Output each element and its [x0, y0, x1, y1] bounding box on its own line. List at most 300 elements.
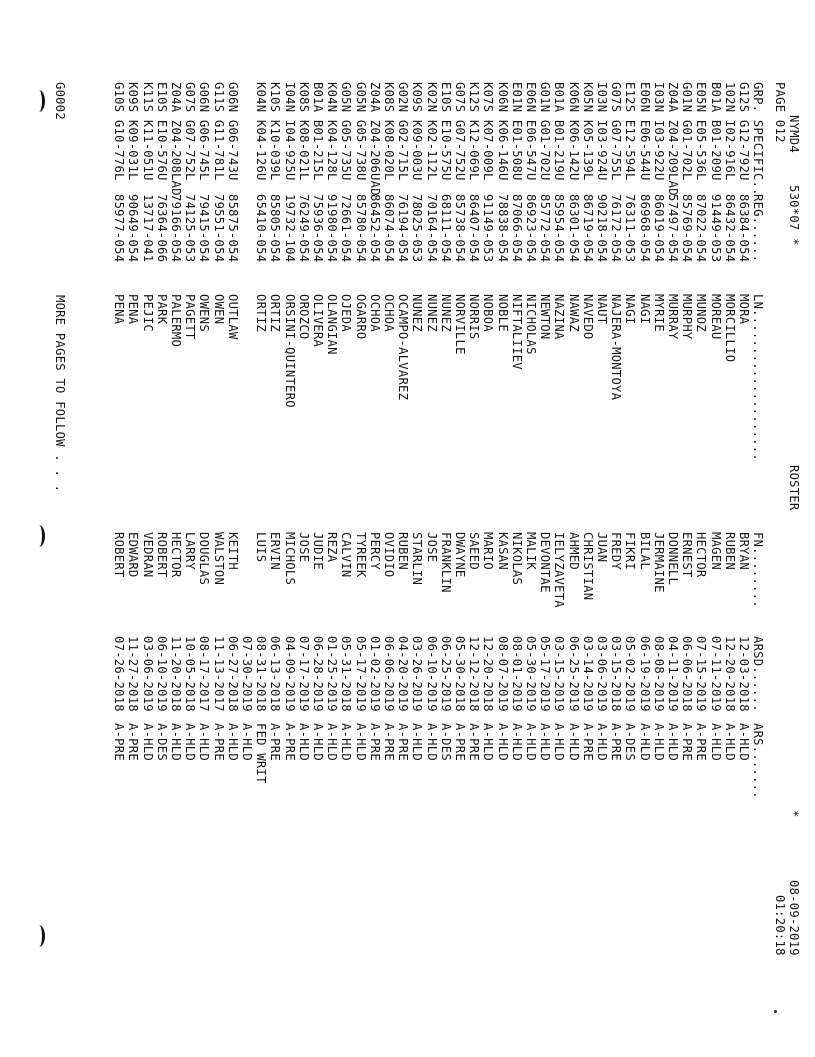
- roster-row: [410, 82, 424, 982]
- cell-ln: OCHOA: [367, 294, 382, 332]
- cell-grp: G07S G07-755L: [609, 82, 624, 181]
- cell-ln: MURPHY: [680, 294, 695, 340]
- cell-fn: IELYZAVETA: [552, 532, 567, 608]
- cell-fn: FRANKLIN: [438, 532, 453, 593]
- cell-fn: KEITH: [225, 532, 240, 570]
- roster-row: [339, 82, 353, 982]
- cell-fn: LUIS: [254, 532, 269, 563]
- cell-reg: 65410-054: [254, 194, 269, 263]
- roster-row: [382, 82, 396, 982]
- roster-row: [595, 82, 609, 982]
- col-arsd: ARSD......: [751, 636, 765, 712]
- cell-ln: NAUT: [595, 294, 609, 325]
- cell-arsd: 04-20-2019: [396, 636, 411, 712]
- cell-ars: A-HLD: [666, 723, 680, 761]
- cell-fn: TYREEK: [353, 532, 368, 578]
- cell-arsd: 06-19-2019: [637, 636, 652, 712]
- cell-arsd: 05-30-2018: [453, 636, 467, 712]
- cell-grp: E12S E12-594L: [623, 82, 638, 181]
- cell-grp: K08S K08-021L: [296, 82, 311, 181]
- cell-grp: 102N I02-916L: [722, 82, 737, 181]
- cell-reg: 86968-054: [637, 194, 652, 263]
- cell-grp: G05N G05-735U: [339, 82, 354, 181]
- cell-ars: A-PRE: [112, 723, 127, 761]
- cell-grp: K07S K07-009L: [481, 82, 496, 181]
- cell-ln: OJEDA: [339, 294, 354, 332]
- cell-grp: G12S G12-792U: [737, 82, 751, 181]
- cell-fn: MICHOLS: [282, 532, 297, 586]
- cell-ln: PARK: [154, 294, 169, 325]
- cell-arsd: 07-15-2019: [694, 636, 709, 712]
- cell-fn: BRYAN: [737, 532, 751, 570]
- cell-ars: A-HLD: [240, 723, 254, 761]
- cell-ars: A-PRE: [367, 723, 382, 761]
- cell-grp: Z04A Z04-206UAD: [367, 82, 382, 196]
- cell-ars: A-HLD: [183, 723, 198, 761]
- report-date: 08-09-2019: [787, 880, 801, 956]
- cell-grp: K12S K12-069L: [467, 82, 482, 181]
- cell-ars: A-HLD: [410, 723, 425, 761]
- cell-grp: K10S K10-039L: [268, 82, 283, 181]
- cell-reg: 90649-054: [126, 194, 141, 263]
- cell-arsd: 12-03-2018: [737, 636, 751, 712]
- roster-row: [325, 82, 339, 982]
- cell-reg: 76311-053: [623, 194, 638, 263]
- cell-ars: A-HLD: [595, 723, 609, 761]
- cell-ln: OWEN: [211, 294, 226, 325]
- cell-fn: HECTOR: [169, 532, 183, 578]
- cell-arsd: 08-17-2017: [197, 636, 212, 712]
- cell-fn: MARIO: [481, 532, 496, 570]
- cell-grp: I04N I04-925U: [282, 82, 297, 181]
- cell-ln: NAGI: [637, 294, 652, 325]
- roster-row: [212, 82, 226, 982]
- cell-reg: 91449-053: [708, 194, 723, 263]
- cell-arsd: 11-20-2018: [169, 636, 183, 712]
- cell-grp: K04N K04-126U: [254, 82, 269, 181]
- cell-grp: G02N G02-715L: [396, 82, 411, 181]
- cell-ars: A-HLD: [495, 723, 510, 761]
- more-pages-note: MORE PAGES TO FOLLOW . . .: [53, 295, 67, 493]
- cell-reg: 76172-054: [609, 194, 624, 263]
- cell-grp: G10S G10-776L: [112, 82, 127, 181]
- cell-arsd: 07-17-2019: [296, 636, 311, 712]
- roster-row: [368, 82, 382, 982]
- roster-row: [538, 82, 552, 982]
- cell-ln: NAGI: [623, 294, 638, 325]
- cell-ln: NAZINA: [552, 294, 567, 340]
- cell-fn: RUBEN: [722, 532, 737, 570]
- binder-clip-mark-2: [33, 525, 45, 547]
- cell-grp: B01A B01-215L: [311, 82, 325, 181]
- cell-grp: B01A B01-209U: [708, 82, 723, 181]
- cell-grp: K02N K02-112L: [424, 82, 439, 181]
- cell-ln: NOBLE: [495, 294, 510, 332]
- cell-ars: A-HLD: [311, 723, 325, 761]
- cell-arsd: 07-11-2019: [708, 636, 723, 712]
- cell-grp: E06N E06-547U: [524, 82, 538, 181]
- cell-reg: 86923-054: [524, 194, 538, 263]
- roster-row: [226, 82, 240, 982]
- header-star: *: [787, 810, 801, 818]
- roster-row: [439, 82, 453, 982]
- cell-grp: E01N E01-508U: [509, 82, 524, 181]
- cell-reg: 86407-054: [467, 194, 482, 263]
- cell-ars: A-PRE: [453, 723, 467, 761]
- cell-grp: E05N E05-536L: [694, 82, 709, 181]
- cell-arsd: 06-28-2019: [311, 636, 325, 712]
- cell-grp: Z04A Z04-208LAD: [169, 82, 183, 196]
- cell-ars: A-HLD: [481, 723, 496, 761]
- cell-arsd: 03-06-2019: [140, 636, 155, 712]
- cell-fn: DWAYNE: [453, 532, 467, 578]
- cell-fn: ROBERT: [112, 532, 127, 578]
- cell-reg: 85875-054: [225, 194, 240, 263]
- cell-arsd: 06-13-2018: [268, 636, 283, 712]
- cell-ars: A-HLD: [339, 723, 354, 761]
- cell-grp: I03N I03-922U: [651, 82, 666, 181]
- cell-grp: K06N K06-146U: [495, 82, 510, 181]
- cell-ars: A-PRE: [680, 723, 695, 761]
- roster-row: [496, 82, 510, 982]
- cell-ars: A-HLD: [325, 723, 340, 761]
- cell-grp: K09S K09-003U: [410, 82, 425, 181]
- report-title: ROSTER: [787, 465, 801, 511]
- cell-ln: NUNEZ: [438, 294, 453, 332]
- cell-reg: 91149-053: [481, 194, 496, 263]
- cell-ars: A-PRE: [268, 723, 283, 761]
- cell-arsd: 12-12-2018: [467, 636, 482, 712]
- cell-fn: SAEED: [467, 532, 482, 570]
- cell-reg: 86019-054: [651, 194, 666, 263]
- roster-row: [126, 82, 140, 982]
- cell-fn: LARRY: [183, 532, 198, 570]
- cell-fn: MALIK: [524, 532, 538, 570]
- cell-ln: NAVEDO: [580, 294, 595, 340]
- cell-ars: A-HLD: [737, 723, 751, 761]
- col-grp-specific: GRP. SPECIFIC..: [751, 82, 765, 196]
- cell-fn: DOUGLAS: [197, 532, 212, 586]
- cell-fn: EDWARD: [126, 532, 141, 578]
- binder-clip-mark-3: [33, 925, 45, 947]
- cell-ars: A-PRE: [580, 723, 595, 761]
- cell-fn: MAGEN: [708, 532, 723, 570]
- cell-grp: G06N G06-745L: [197, 82, 212, 181]
- cell-ars: A-PRE: [382, 723, 396, 761]
- cell-fn: VEDRAN: [140, 532, 155, 578]
- cell-fn: DONNELL: [666, 532, 680, 586]
- cell-fn: RUBEN: [396, 532, 411, 570]
- roster-row: [666, 82, 680, 982]
- cell-ars: A-HLD: [708, 723, 723, 761]
- roster-row: [709, 82, 723, 982]
- cell-reg: 86384-054: [737, 194, 751, 263]
- cell-ars: A-HLD: [722, 723, 737, 761]
- cell-ln: MORCILLIO: [722, 294, 737, 363]
- roster-row: [567, 82, 581, 982]
- cell-reg: 19732-104: [282, 194, 297, 263]
- cell-reg: 86432-054: [722, 194, 737, 263]
- cell-arsd: 12-20-2018: [722, 636, 737, 712]
- roster-row: [112, 82, 126, 982]
- cell-fn: FREDY: [609, 532, 624, 570]
- cell-ln: OROZCO: [296, 294, 311, 340]
- roster-row: [609, 82, 623, 982]
- cell-arsd: 05-31-2018: [339, 636, 354, 712]
- cell-reg: 85805-054: [268, 194, 283, 263]
- cell-arsd: 12-20-2018: [481, 636, 496, 712]
- cell-ars: A-DES: [438, 723, 453, 761]
- cell-grp: K05N K05-139L: [580, 82, 595, 181]
- cell-arsd: 06-25-2019: [438, 636, 453, 712]
- cell-reg: 85977-054: [112, 194, 127, 263]
- cell-ln: NIFTALIIEV: [509, 294, 524, 370]
- cell-reg: 86719-054: [580, 194, 595, 263]
- roster-row: [552, 82, 566, 982]
- cell-fn: WALSTON: [211, 532, 226, 586]
- cell-ars: A-PRE: [694, 723, 709, 761]
- roster-row: [425, 82, 439, 982]
- cell-ars: A-HLD: [538, 723, 553, 761]
- cell-fn: JOSE: [296, 532, 311, 563]
- cell-grp: K11S K11-051U: [140, 82, 155, 181]
- cell-reg: 13717-041: [140, 194, 155, 263]
- cell-fn: DEVONTAE: [538, 532, 553, 593]
- cell-reg: 85954-054: [552, 194, 567, 263]
- cell-reg: 75936-054: [311, 194, 325, 263]
- footer-page-code: G0002: [53, 82, 67, 120]
- roster-row: [169, 82, 183, 982]
- cell-grp: G01N G01-702L: [680, 82, 695, 181]
- cell-fn: JUDIE: [311, 532, 325, 570]
- cell-fn: JOSE: [424, 532, 439, 563]
- cell-arsd: 06-10-2019: [424, 636, 439, 712]
- cell-reg: 74125-053: [183, 194, 198, 263]
- cell-grp: G11S G11-781L: [211, 82, 226, 181]
- cell-ln: MOREAU: [708, 294, 723, 340]
- punch-dot: [774, 1010, 777, 1013]
- roster-row: [311, 82, 325, 982]
- cell-ln: OUTLAW: [225, 294, 240, 340]
- cell-grp: G07S G07-752L: [183, 82, 198, 181]
- cell-arsd: 08-31-2018: [254, 636, 269, 712]
- cell-ln: OGARRO: [353, 294, 368, 340]
- cell-ars: A-HLD: [197, 723, 212, 761]
- cell-ars: A-PRE: [126, 723, 141, 761]
- cell-ln: OCAMPO-ALVAREZ: [396, 294, 411, 401]
- cell-reg: 90218-054: [595, 194, 609, 263]
- cell-ln: PAGETT: [183, 294, 198, 340]
- cell-grp: I03N I03-924U: [595, 82, 609, 181]
- cell-arsd: 04-09-2019: [282, 636, 297, 712]
- cell-grp: K09S K09-031L: [126, 82, 141, 181]
- cell-ars: A-PRE: [396, 723, 411, 761]
- cell-reg: 79551-054: [211, 194, 226, 263]
- column-headers: [751, 82, 765, 982]
- roster-row: [141, 82, 155, 982]
- cell-arsd: 05-17-2019: [353, 636, 368, 712]
- page-number: PAGE 012: [773, 82, 787, 143]
- cell-arsd: 06-27-2018: [225, 636, 240, 712]
- cell-ln: MORA: [737, 294, 751, 325]
- cell-ln: NORVILLE: [453, 294, 467, 355]
- cell-ars: A-DES: [154, 723, 169, 761]
- cell-grp: Z04A Z04-209LAD: [666, 82, 680, 196]
- cell-arsd: 06-10-2019: [154, 636, 169, 712]
- roster-row: [240, 82, 254, 982]
- cell-reg: 85772-054: [538, 194, 553, 263]
- cell-grp: K04N K04-128L: [325, 82, 340, 181]
- roster-row: [723, 82, 737, 982]
- roster-row: [623, 82, 637, 982]
- cell-fn: KASAN: [495, 532, 510, 570]
- cell-ars: A-HLD: [169, 723, 183, 761]
- cell-arsd: 01-25-2019: [325, 636, 340, 712]
- cell-ln: NEWTON: [538, 294, 553, 340]
- cell-fn: JERMAINE: [651, 532, 666, 593]
- roster-row: [510, 82, 524, 982]
- cell-ars: A-HLD: [225, 723, 240, 761]
- cell-grp: E06N E06-544U: [637, 82, 652, 181]
- cell-ln: MYRIE: [651, 294, 666, 332]
- cell-ars: A-PRE: [282, 723, 297, 761]
- cell-grp: G01N G01-702U: [538, 82, 553, 181]
- cell-arsd: 07-30-2019: [240, 636, 254, 712]
- binder-clip-mark-1: [33, 90, 45, 112]
- cell-fn: JUAN: [595, 532, 609, 563]
- cell-ars: A-HLD: [637, 723, 652, 761]
- roster-row: [297, 82, 311, 982]
- cell-arsd: 08-08-2019: [651, 636, 666, 712]
- cell-fn: STARLIN: [410, 532, 425, 586]
- job-code: 530*07 *: [787, 185, 801, 246]
- cell-fn: NIKOLAS: [509, 532, 524, 586]
- cell-ars: A-PRE: [467, 723, 482, 761]
- cell-fn: OVIDIO: [382, 532, 396, 578]
- cell-ars: A-PRE: [609, 723, 624, 761]
- roster-row: [453, 82, 467, 982]
- roster-row: [354, 82, 368, 982]
- cell-reg: 86301-054: [566, 194, 581, 263]
- report-time: 01:20:18: [773, 895, 787, 956]
- cell-reg: 85780-054: [353, 194, 368, 263]
- cell-ars: A-HLD: [552, 723, 567, 761]
- cell-reg: 79166-054: [169, 194, 183, 263]
- system-id: NYMD4: [787, 115, 801, 153]
- cell-ln: OWENS: [197, 294, 212, 332]
- cell-ars: A-HLD: [509, 723, 524, 761]
- cell-ars: A-PRE: [211, 723, 226, 761]
- cell-fn: ROBERT: [154, 532, 169, 578]
- cell-ln: OCHOA: [382, 294, 396, 332]
- cell-arsd: 05-02-2019: [623, 636, 638, 712]
- cell-ars: A-HLD: [651, 723, 666, 761]
- cell-reg: 76194-054: [396, 194, 411, 263]
- roster-row: [155, 82, 169, 982]
- cell-ars: A-DES: [623, 723, 638, 761]
- cell-reg: 70164-054: [424, 194, 439, 263]
- cell-reg: 68111-054: [438, 194, 453, 263]
- cell-reg: 57497-054: [666, 194, 680, 263]
- cell-arsd: 06-06-2019: [382, 636, 396, 712]
- cell-reg: 87022-054: [694, 194, 709, 263]
- cell-grp: K06N K06-142U: [566, 82, 581, 181]
- cell-arsd: 01-02-2019: [367, 636, 382, 712]
- roster-row: [268, 82, 282, 982]
- cell-arsd: 05-30-2019: [524, 636, 538, 712]
- cell-grp: G05N G05-738U: [353, 82, 368, 181]
- roster-row: [254, 82, 268, 982]
- cell-arsd: 03-15-2019: [552, 636, 567, 712]
- cell-ars: A-HLD: [524, 723, 538, 761]
- cell-ln: ORTIZ: [254, 294, 269, 332]
- cell-arsd: 06-06-2018: [680, 636, 695, 712]
- cell-reg: 76249-054: [296, 194, 311, 263]
- cell-arsd: 03-14-2019: [580, 636, 595, 712]
- cell-fn: ERVIN: [268, 532, 283, 570]
- col-reg: REG......: [751, 194, 765, 263]
- cell-fn: REZA: [325, 532, 340, 563]
- cell-ln: NAJERA-MONTOYA: [609, 294, 624, 401]
- cell-reg: 91980-054: [325, 194, 340, 263]
- cell-ln: PENA: [126, 294, 141, 325]
- cell-ln: NAWAZ: [566, 294, 581, 332]
- cell-ln: ORTIZ: [268, 294, 283, 332]
- cell-ln: NORRIS: [467, 294, 482, 340]
- cell-ln: PEJIC: [140, 294, 155, 332]
- roster-row: [197, 82, 211, 982]
- cell-fn: BILAL: [637, 532, 652, 570]
- cell-fn: AHMED: [566, 532, 581, 570]
- cell-reg: 79415-054: [197, 194, 212, 263]
- cell-ars: A-HLD: [424, 723, 439, 761]
- cell-grp: E10S E10-576U: [154, 82, 169, 181]
- cell-arsd: 06-25-2019: [566, 636, 581, 712]
- cell-ln: NICHOLAS: [524, 294, 538, 355]
- roster-row: [652, 82, 666, 982]
- roster-row: [396, 82, 410, 982]
- roster-row: [581, 82, 595, 982]
- cell-ln: PENA: [112, 294, 127, 325]
- cell-fn: FIKRI: [623, 532, 638, 570]
- cell-ln: OLANGIAN: [325, 294, 340, 355]
- col-ln: LN....................: [751, 294, 765, 461]
- cell-arsd: 03-15-2018: [609, 636, 624, 712]
- cell-reg: 86074-054: [382, 194, 396, 263]
- cell-ln: OLIVERA: [311, 294, 325, 348]
- cell-ln: MUNOZ: [694, 294, 709, 332]
- cell-ars: A-HLD: [140, 723, 155, 761]
- col-fn: FN........: [751, 532, 765, 608]
- cell-arsd: 04-11-2019: [666, 636, 680, 712]
- cell-fn: CHRISTIAN: [580, 532, 595, 601]
- cell-arsd: 11-27-2018: [126, 636, 141, 712]
- roster-row: [524, 82, 538, 982]
- roster-row: [283, 82, 297, 982]
- cell-reg: 76364-066: [154, 194, 169, 263]
- roster-row: [737, 82, 751, 982]
- cell-ars: A-HLD: [566, 723, 581, 761]
- cell-grp: G07S G07-752U: [453, 82, 467, 181]
- cell-grp: B01A B01-219U: [552, 82, 567, 181]
- roster-row: [481, 82, 495, 982]
- cell-reg: 72661-054: [339, 194, 354, 263]
- cell-reg: 85738-054: [453, 194, 467, 263]
- cell-fn: ERNEST: [680, 532, 695, 578]
- cell-arsd: 03-26-2019: [410, 636, 425, 712]
- roster-row: [183, 82, 197, 982]
- cell-fn: PERCY: [367, 532, 382, 570]
